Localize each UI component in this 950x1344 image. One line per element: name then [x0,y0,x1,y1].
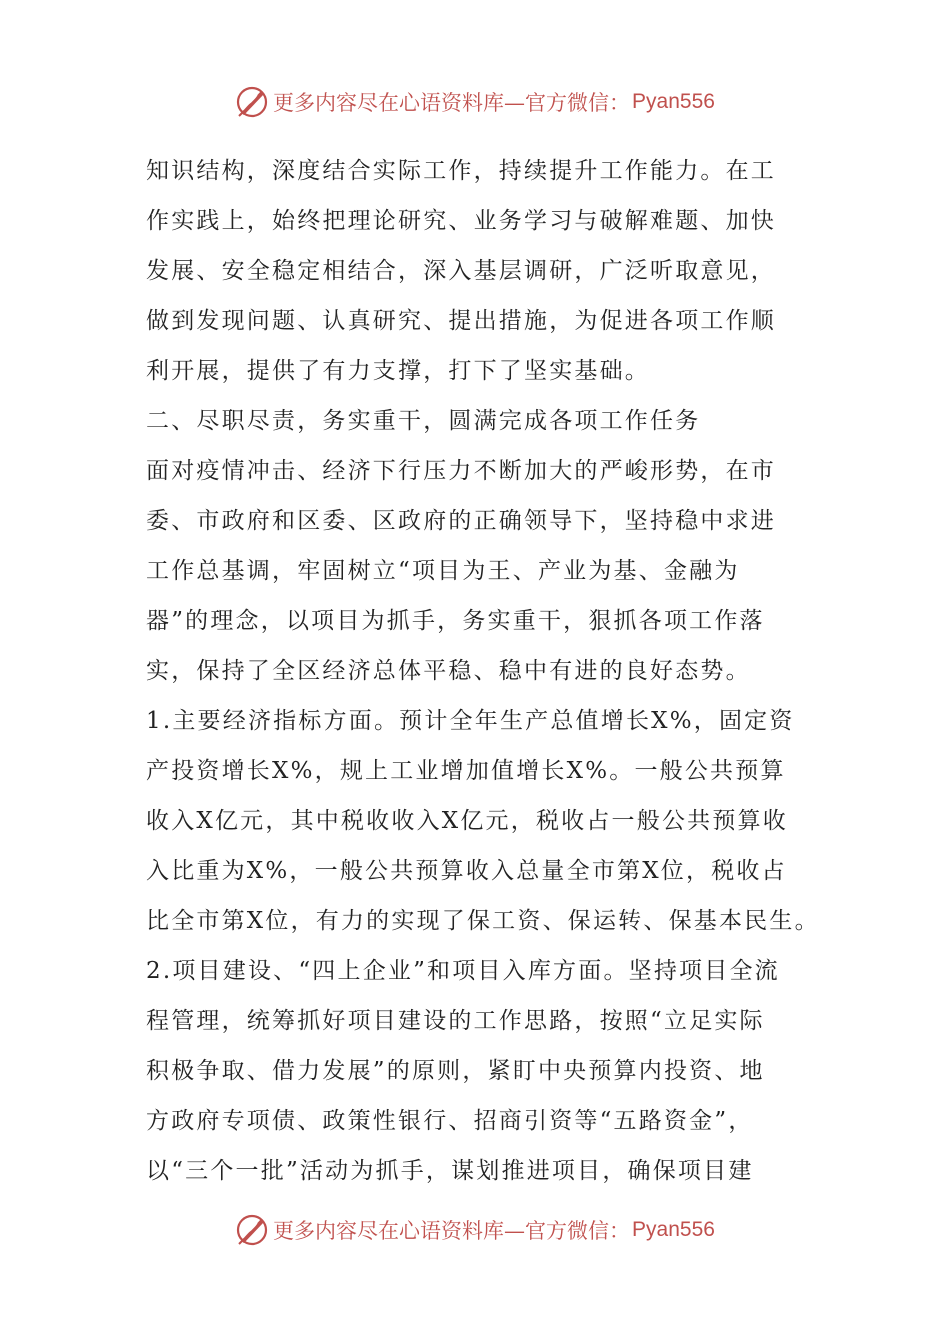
text-line: 入比重为X%，一般公共预算收入总量全市第X位，税收占 [146,858,787,884]
banner-text: 更多内容尽在心语资料库—官方微信： [273,1219,631,1243]
text-line: 方政府专项债、政策性银行、招商引资等“五路资金”， [146,1108,754,1134]
text-line: 发展、安全稳定相结合，深入基层调研，广泛听取意见， [146,258,776,284]
text-line: 器”的理念，以项目为抓手，务实重干，狠抓各项工作落 [146,608,765,634]
quill-pen-logo-icon [235,1213,269,1247]
banner-text: 更多内容尽在心语资料库—官方微信： [273,91,631,115]
text-line: 做到发现问题、认真研究、提出措施，为促进各项工作顺 [146,308,776,334]
document-body [146,146,820,1196]
text-line: 1.主要经济指标方面。预计全年生产总值增长X%，固定资 [146,708,795,734]
text-line: 产投资增长X%，规上工业增加值增长X%。一般公共预算 [146,758,786,784]
text-line: 以“三个一批”活动为抓手，谋划推进项目，确保项目建 [146,1158,754,1184]
text-line: 委、市政府和区委、区政府的正确领导下，坚持稳中求进 [146,508,776,534]
text-line: 积极争取、借力发展”的原则，紧盯中央预算内投资、地 [146,1058,765,1084]
text-line: 收入X亿元，其中税收收入X亿元，税收占一般公共预算收 [146,808,788,834]
text-line: 知识结构，深度结合实际工作，持续提升工作能力。在工 [146,158,776,184]
banner-wechat-handle: Pyan556 [632,90,715,113]
text-line: 程管理，统筹抓好项目建设的工作思路，按照“立足实际 [146,1008,765,1034]
text-line: 工作总基调，牢固树立“项目为王、产业为基、金融为 [146,558,740,584]
text-line: 面对疫情冲击、经济下行压力不断加大的严峻形势，在市 [146,458,776,484]
text-line: 比全市第X位，有力的实现了保工资、保运转、保基本民生。 [146,908,820,934]
quill-pen-logo-icon [235,85,269,119]
text-line: 2.项目建设、“四上企业”和项目入库方面。坚持项目全流 [146,958,780,984]
banner-wechat-handle: Pyan556 [632,1218,715,1241]
text-line: 作实践上，始终把理论研究、业务学习与破解难题、加快 [146,208,776,234]
text-line: 实，保持了全区经济总体平稳、稳中有进的良好态势。 [146,658,751,684]
header-banner [0,82,950,122]
text-line: 二、尽职尽责，务实重干，圆满完成各项工作任务 [146,408,701,434]
text-line: 利开展，提供了有力支撑，打下了坚实基础。 [146,358,650,384]
footer-banner [0,1210,950,1250]
